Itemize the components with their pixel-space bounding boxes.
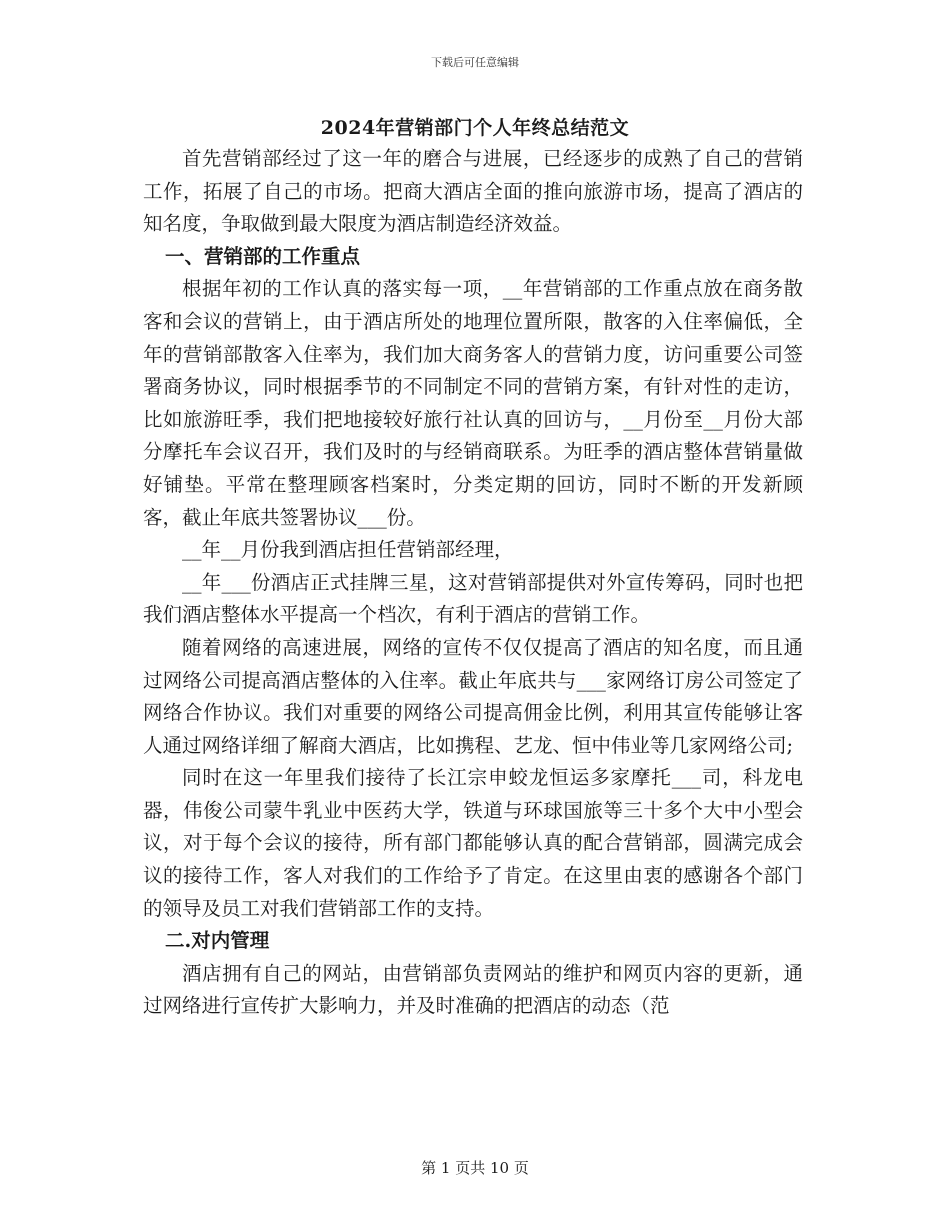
paragraph: __年__月份我到酒店担任营销部经理， <box>182 538 514 562</box>
paragraph: __年___份酒店正式挂牌三星，这对营销部提供对外宣传筹码，同时也把我们酒店整体水平提高一个档次，有利于酒店的营销工作。 <box>143 570 803 627</box>
paragraph: 酒店拥有自己的网站，由营销部负责网站的维护和网页内容的更新，通过网络进行宣传扩大影响力，并及时准确的把酒店的动态（范 <box>143 961 803 1018</box>
intro-paragraph: 首先营销部经过了这一年的磨合与进展，已经逐步的成熟了自己的营销工作，拓展了自己的市场。把商大酒店全面的推向旅游市场，提高了酒店的知名度，争取做到最大限度为酒店制造经济效益。 <box>143 147 803 236</box>
page-header-note: 下载后可任意编辑 <box>431 56 519 69</box>
paragraph: 根据年初的工作认真的落实每一项，__年营销部的工作重点放在商务散客和会议的营销上，由于酒店所处的地理位置所限，散客的入住率偏低，全年的营销部散客入住率为，我们加大商务客人的营销力度，访问重要公司签署商务协议，同时根据季节的不同制定不同的营销方案，有针对性的走访，比如旅游旺季，我们把地接较好旅行社认真的回访与，__月份至__月份大部分摩托车会议召开，我们及时的与经销商联系。为旺季的酒店整体营销量做好铺垫。平常在整理顾客档案时，分类定期的回访，同时不断的开发新顾客，截止年底共签署协议___份。 <box>143 277 803 529</box>
section-heading-internal-management: 二.对内管理 <box>165 929 270 953</box>
document-body <box>143 143 803 1023</box>
paragraph: 同时在这一年里我们接待了长江宗申蛟龙恒运多家摩托___司，科龙电器，伟俊公司蒙牛乳业中医药大学，铁道与环球国旅等三十多个大中小型会议，对于每个会议的接待，所有部门都能够认真的配合营销部，圆满完成会议的接待工作，客人对我们的工作给予了肯定。在这里由衷的感谢各个部门的领导及员工对我们营销部工作的支持。 <box>143 766 803 920</box>
document-title: 2024年营销部门个人年终总结范文 <box>320 117 630 139</box>
paragraph: 随着网络的高速进展，网络的宣传不仅仅提高了酒店的知名度，而且通过网络公司提高酒店整体的入住率。截止年底共与___家网络订房公司签定了网络合作协议。我们对重要的网络公司提高佣金比例，利用其宣传能够让客人通过网络详细了解商大酒店，比如携程、艺龙、恒中伟业等几家网络公司; <box>143 635 803 757</box>
section-heading-work-focus: 一、营销部的工作重点 <box>165 244 361 268</box>
page-number-footer: 第 1 页共 10 页 <box>421 1159 529 1177</box>
